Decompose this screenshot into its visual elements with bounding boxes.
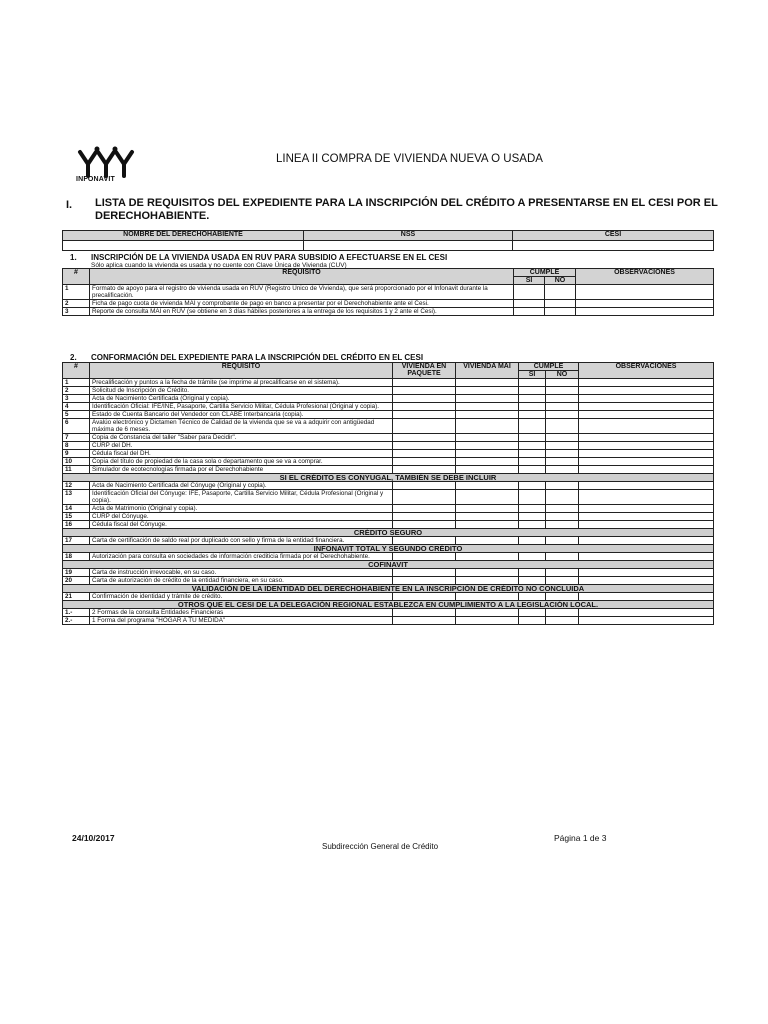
col-cumple-header: CUMPLE [519,363,579,371]
cumple-no-cell[interactable] [546,379,579,387]
requirement-number: 20 [63,577,90,585]
requirement-row [63,513,714,521]
cumple-no-cell[interactable] [546,553,579,561]
col-no-header: NO [546,371,579,379]
requirement-number: 1 [63,379,90,387]
cumple-si-cell[interactable] [519,450,546,458]
requirement-number: 6 [63,419,90,434]
col-si-header: SI [519,371,546,379]
requirement-text: Reporte de consulta MAI en RUV (se obtiene en 3 días hábiles posteriores a la entrega de los requisitos 1 y 2 ante el Cesi). [90,308,514,316]
vivienda-paquete-cell[interactable] [393,569,456,577]
vivienda-paquete-cell[interactable] [393,490,456,505]
cumple-si-cell[interactable] [519,482,546,490]
cumple-si-cell[interactable] [519,458,546,466]
observaciones-cell[interactable] [579,395,714,403]
requirement-number: 5 [63,411,90,419]
vivienda-paquete-cell[interactable] [393,434,456,442]
header-nss: NSS [304,231,513,241]
vivienda-paquete-cell[interactable] [393,450,456,458]
requirement-row [63,569,714,577]
cumple-no-cell[interactable] [546,442,579,450]
requirement-row [63,387,714,395]
requirement-number: 3 [63,395,90,403]
requirement-row [63,609,714,617]
requirement-row [63,482,714,490]
vivienda-mai-cell[interactable] [456,450,519,458]
requirement-text: CURP del DH. [90,442,393,450]
cumple-si-cell[interactable] [519,521,546,529]
band-cofinavit: COFINAVIT [63,561,714,569]
observaciones-cell[interactable] [579,482,714,490]
requirement-number: 11 [63,466,90,474]
cesi-cell[interactable] [513,241,714,251]
col-vivienda-mai-header: VIVIENDA MAI [456,363,519,379]
requirement-text: Identificación Oficial: IFE/INE, Pasaporte, Cartilla Servicio Militar, Cédula Profesional (Original y copia). [90,403,393,411]
requirement-text: Acta de Nacimiento Certificada (Original y copia). [90,395,393,403]
part2-title: CONFORMACIÓN DEL EXPEDIENTE PARA LA INSCRIPCIÓN DEL CRÉDITO EN EL CESI [91,353,424,362]
part2-requirements-table [62,362,714,625]
vivienda-mai-cell[interactable] [456,482,519,490]
requirement-text: Simulador de ecotecnologías firmada por el Derechohabiente [90,466,393,474]
observaciones-cell[interactable] [576,285,714,300]
requirement-number: 2 [63,300,90,308]
footer-date: 24/10/2017 [72,833,115,843]
col-cumple-header: CUMPLE [514,269,576,277]
cumple-si-cell[interactable] [519,434,546,442]
requirement-number: 2.- [63,617,90,625]
requirement-number: 2 [63,387,90,395]
cumple-no-cell[interactable] [546,411,579,419]
cumple-si-cell[interactable] [519,537,546,545]
requirement-number: 15 [63,513,90,521]
observaciones-cell[interactable] [579,537,714,545]
cumple-no-cell[interactable] [546,458,579,466]
requirement-number: 16 [63,521,90,529]
observaciones-cell[interactable] [579,419,714,434]
vivienda-mai-cell[interactable] [456,419,519,434]
vivienda-paquete-cell[interactable] [393,609,456,617]
cumple-no-cell[interactable] [546,395,579,403]
vivienda-mai-cell[interactable] [456,387,519,395]
observaciones-cell[interactable] [576,308,714,316]
requirement-row [63,403,714,411]
requirement-row [63,379,714,387]
part1-title: INSCRIPCIÓN DE LA VIVIENDA USADA EN RUV PARA SUBSIDIO A EFECTUARSE EN EL CESI [91,253,448,262]
observaciones-cell[interactable] [579,577,714,585]
cumple-si-cell[interactable] [514,308,545,316]
requirement-text: Avalúo electrónico y Dictamen Técnico de Calidad de la vivienda que se va a adquirir con antigüedad máxima de 6 meses. [90,419,393,434]
requirement-text: Confirmación de identidad y trámite de crédito. [90,593,393,601]
vivienda-mai-cell[interactable] [456,395,519,403]
vivienda-mai-cell[interactable] [456,505,519,513]
observaciones-cell[interactable] [579,434,714,442]
col-num-header: # [63,363,90,379]
observaciones-cell[interactable] [579,617,714,625]
vivienda-mai-cell[interactable] [456,569,519,577]
document-title: LINEA II COMPRA DE VIVIENDA NUEVA O USADA [276,153,543,165]
vivienda-paquete-cell[interactable] [393,482,456,490]
observaciones-cell[interactable] [579,505,714,513]
cumple-si-cell[interactable] [519,419,546,434]
observaciones-cell[interactable] [579,411,714,419]
cumple-no-cell[interactable] [546,609,579,617]
vivienda-mai-cell[interactable] [456,490,519,505]
requirement-number: 10 [63,458,90,466]
cumple-si-cell[interactable] [514,300,545,308]
vivienda-paquete-cell[interactable] [393,505,456,513]
requirement-number: 3 [63,308,90,316]
cumple-si-cell[interactable] [519,411,546,419]
vivienda-mai-cell[interactable] [456,434,519,442]
cumple-si-cell[interactable] [519,609,546,617]
cumple-no-cell[interactable] [546,505,579,513]
band-infonavit-total: INFONAVIT TOTAL Y SEGUNDO CRÉDITO [63,545,714,553]
cumple-no-cell[interactable] [545,285,576,300]
cumple-no-cell[interactable] [546,569,579,577]
cumple-si-cell[interactable] [514,285,545,300]
requirement-text: Ficha de pago cuota de vivienda MAI y comprobante de pago en banco a presentar por el Derechohabiente ante el Cesi. [90,300,514,308]
cumple-no-cell[interactable] [546,403,579,411]
col-si-header: SI [514,277,545,285]
cumple-no-cell[interactable] [546,482,579,490]
cumple-si-cell[interactable] [519,490,546,505]
cumple-si-cell[interactable] [519,379,546,387]
requirement-text: Acta de Nacimiento Certificada del Cónyuge (Original y copia). [90,482,393,490]
requirement-number: 14 [63,505,90,513]
requirement-row [63,308,714,316]
cumple-no-cell[interactable] [546,513,579,521]
requirement-number: 1.- [63,609,90,617]
cumple-si-cell[interactable] [519,569,546,577]
requirement-number: 9 [63,450,90,458]
requirement-text: Carta de autorización de crédito de la entidad financiera, en su caso. [90,577,393,585]
section-number: I. [66,199,73,211]
band-credito-seguro: CRÉDITO SEGURO [63,529,714,537]
requirement-number: 21 [63,593,90,601]
vivienda-paquete-cell[interactable] [393,442,456,450]
observaciones-cell[interactable] [579,466,714,474]
cumple-si-cell[interactable] [519,553,546,561]
cumple-no-cell[interactable] [546,490,579,505]
observaciones-cell[interactable] [579,387,714,395]
applicant-id-table [62,230,714,251]
requirement-number: 19 [63,569,90,577]
vivienda-mai-cell[interactable] [456,403,519,411]
observaciones-cell[interactable] [579,442,714,450]
col-no-header: NO [545,277,576,285]
observaciones-cell[interactable] [579,593,714,601]
cumple-no-cell[interactable] [546,466,579,474]
vivienda-mai-cell[interactable] [456,379,519,387]
observaciones-cell[interactable] [579,553,714,561]
requirement-text: Estado de Cuenta Bancario del Vendedor con CLABE Interbancaria (copia). [90,411,393,419]
requirement-text: 1 Forma del programa "HOGAR A TU MEDIDA" [90,617,393,625]
cumple-no-cell[interactable] [546,434,579,442]
cumple-no-cell[interactable] [546,419,579,434]
requirement-text: Carta de certificación de saldo real por duplicado con sello y firma de la entidad financiera. [90,537,393,545]
vivienda-paquete-cell[interactable] [393,387,456,395]
requirement-row [63,617,714,625]
vivienda-paquete-cell[interactable] [393,395,456,403]
observaciones-cell[interactable] [579,609,714,617]
observaciones-cell[interactable] [579,458,714,466]
requirement-text: Carta de instrucción irrevocable, en su caso. [90,569,393,577]
vivienda-paquete-cell[interactable] [393,419,456,434]
requirement-row [63,505,714,513]
observaciones-cell[interactable] [579,403,714,411]
cumple-no-cell[interactable] [546,617,579,625]
nss-cell[interactable] [304,241,513,251]
col-observaciones-header: OBSERVACIONES [576,269,714,285]
requirement-text: Cédula fiscal del DH. [90,450,393,458]
requirement-row [63,434,714,442]
observaciones-cell[interactable] [579,569,714,577]
vivienda-mai-cell[interactable] [456,617,519,625]
observaciones-cell[interactable] [579,379,714,387]
vivienda-mai-cell[interactable] [456,537,519,545]
vivienda-mai-cell[interactable] [456,442,519,450]
col-requisito-header: REQUISITO [90,269,514,285]
cumple-si-cell[interactable] [519,513,546,521]
part2-number: 2. [70,353,77,362]
vivienda-mai-cell[interactable] [456,513,519,521]
requirement-text: Solicitud de Inscripción de Crédito. [90,387,393,395]
cumple-no-cell[interactable] [546,521,579,529]
cumple-si-cell[interactable] [519,466,546,474]
footer-department: Subdirección General de Crédito [322,842,439,851]
cumple-no-cell[interactable] [546,537,579,545]
cumple-si-cell[interactable] [519,505,546,513]
header-cesi: CESI [513,231,714,241]
requirement-text: Identificación Oficial del Cónyuge: IFE, Pasaporte, Cartilla Servicio Militar, Cédula Profesional (Original y copia). [90,490,393,505]
vivienda-paquete-cell[interactable] [393,458,456,466]
requirement-number: 4 [63,403,90,411]
vivienda-mai-cell[interactable] [456,521,519,529]
part1-number: 1. [70,253,77,262]
requirement-number: 18 [63,553,90,561]
cumple-no-cell[interactable] [546,450,579,458]
col-vivienda-paquete-header: VIVIENDA EN PAQUETE [393,363,456,379]
vivienda-paquete-cell[interactable] [393,403,456,411]
cumple-si-cell[interactable] [519,403,546,411]
vivienda-paquete-cell[interactable] [393,513,456,521]
requirement-number: 7 [63,434,90,442]
vivienda-paquete-cell[interactable] [393,617,456,625]
header-applicant-name: NOMBRE DEL DERECHOHABIENTE [63,231,304,241]
section-title: LISTA DE REQUISITOS DEL EXPEDIENTE PARA LA INSCRIPCIÓN DEL CRÉDITO A PRESENTARSE EN EL CESI POR EL DERECHOHABIENTE. [95,197,718,222]
footer-page-number: Página 1 de 3 [554,833,607,843]
requirement-text: Copia del título de propiedad de la casa sola o departamento que se va a comprar. [90,458,393,466]
col-observaciones-header: OBSERVACIONES [579,363,714,379]
requirement-number: 1 [63,285,90,300]
requirement-row [63,419,714,434]
requirement-row [63,490,714,505]
vivienda-mai-cell[interactable] [456,411,519,419]
cumple-si-cell[interactable] [519,442,546,450]
requirement-text: 2 Formas de la consulta Entidades Financieras [90,609,393,617]
observaciones-cell[interactable] [579,521,714,529]
observaciones-cell[interactable] [579,450,714,458]
requirement-number: 17 [63,537,90,545]
cumple-si-cell[interactable] [519,395,546,403]
requirement-number: 8 [63,442,90,450]
applicant-name-cell[interactable] [63,241,304,251]
requirement-row [63,411,714,419]
col-num-header: # [63,269,90,285]
col-requisito-header: REQUISITO [90,363,393,379]
cumple-si-cell[interactable] [519,617,546,625]
cumple-no-cell[interactable] [545,300,576,308]
requirement-row [63,395,714,403]
observaciones-cell[interactable] [579,513,714,521]
requirement-text: Copia de Constancia del taller "Saber para Decidir". [90,434,393,442]
requirement-number: 13 [63,490,90,505]
vivienda-mai-cell[interactable] [456,458,519,466]
requirement-row [63,450,714,458]
band-validacion: VALIDACIÓN DE LA IDENTIDAD DEL DERECHOHABIENTE EN LA INSCRIPCIÓN DE CRÉDITO NO CONCLUIDA [63,585,714,593]
requirement-row [63,458,714,466]
vivienda-paquete-cell[interactable] [393,379,456,387]
vivienda-mai-cell[interactable] [456,553,519,561]
vivienda-paquete-cell[interactable] [393,411,456,419]
part1-requirements-table [62,268,714,316]
requirement-text: Formato de apoyo para el registro de vivienda usada en RUV (Registro Único de Vivienda), que será proporcionado por el Infonavit durante la precalificación. [90,285,514,300]
band-conyugal: SI EL CRÉDITO ES CONYUGAL, TAMBIÉN SE DEBE INCLUIR [63,474,714,482]
requirement-text: CURP del Cónyuge. [90,513,393,521]
part1-note: Sólo aplica cuando la vivienda es usada y no cuente con Clave Única de Vivienda (CUV) [91,262,347,269]
requirement-text: Autorización para consulta en sociedades de información crediticia firmada por el Derechohabiente. [90,553,393,561]
observaciones-cell[interactable] [576,300,714,308]
requirement-text: Cédula fiscal del Cónyuge. [90,521,393,529]
requirement-row [63,285,714,300]
logo-label: INFONAVIT [76,176,116,183]
requirement-text: Precalificación y puntos a la fecha de trámite (se imprime al precalificarse en el sistema). [90,379,393,387]
observaciones-cell[interactable] [579,490,714,505]
vivienda-mai-cell[interactable] [456,609,519,617]
band-otros: OTROS QUE EL CESI DE LA DELEGACIÓN REGIONAL ESTABLEZCA EN CUMPLIMIENTO A LA LEGISLACIÓN LOCAL. [63,601,714,609]
cumple-no-cell[interactable] [546,387,579,395]
requirement-row [63,442,714,450]
requirement-text: Acta de Matrimonio (Original y copia). [90,505,393,513]
requirement-number: 12 [63,482,90,490]
requirement-row [63,300,714,308]
cumple-si-cell[interactable] [519,387,546,395]
cumple-no-cell[interactable] [545,308,576,316]
